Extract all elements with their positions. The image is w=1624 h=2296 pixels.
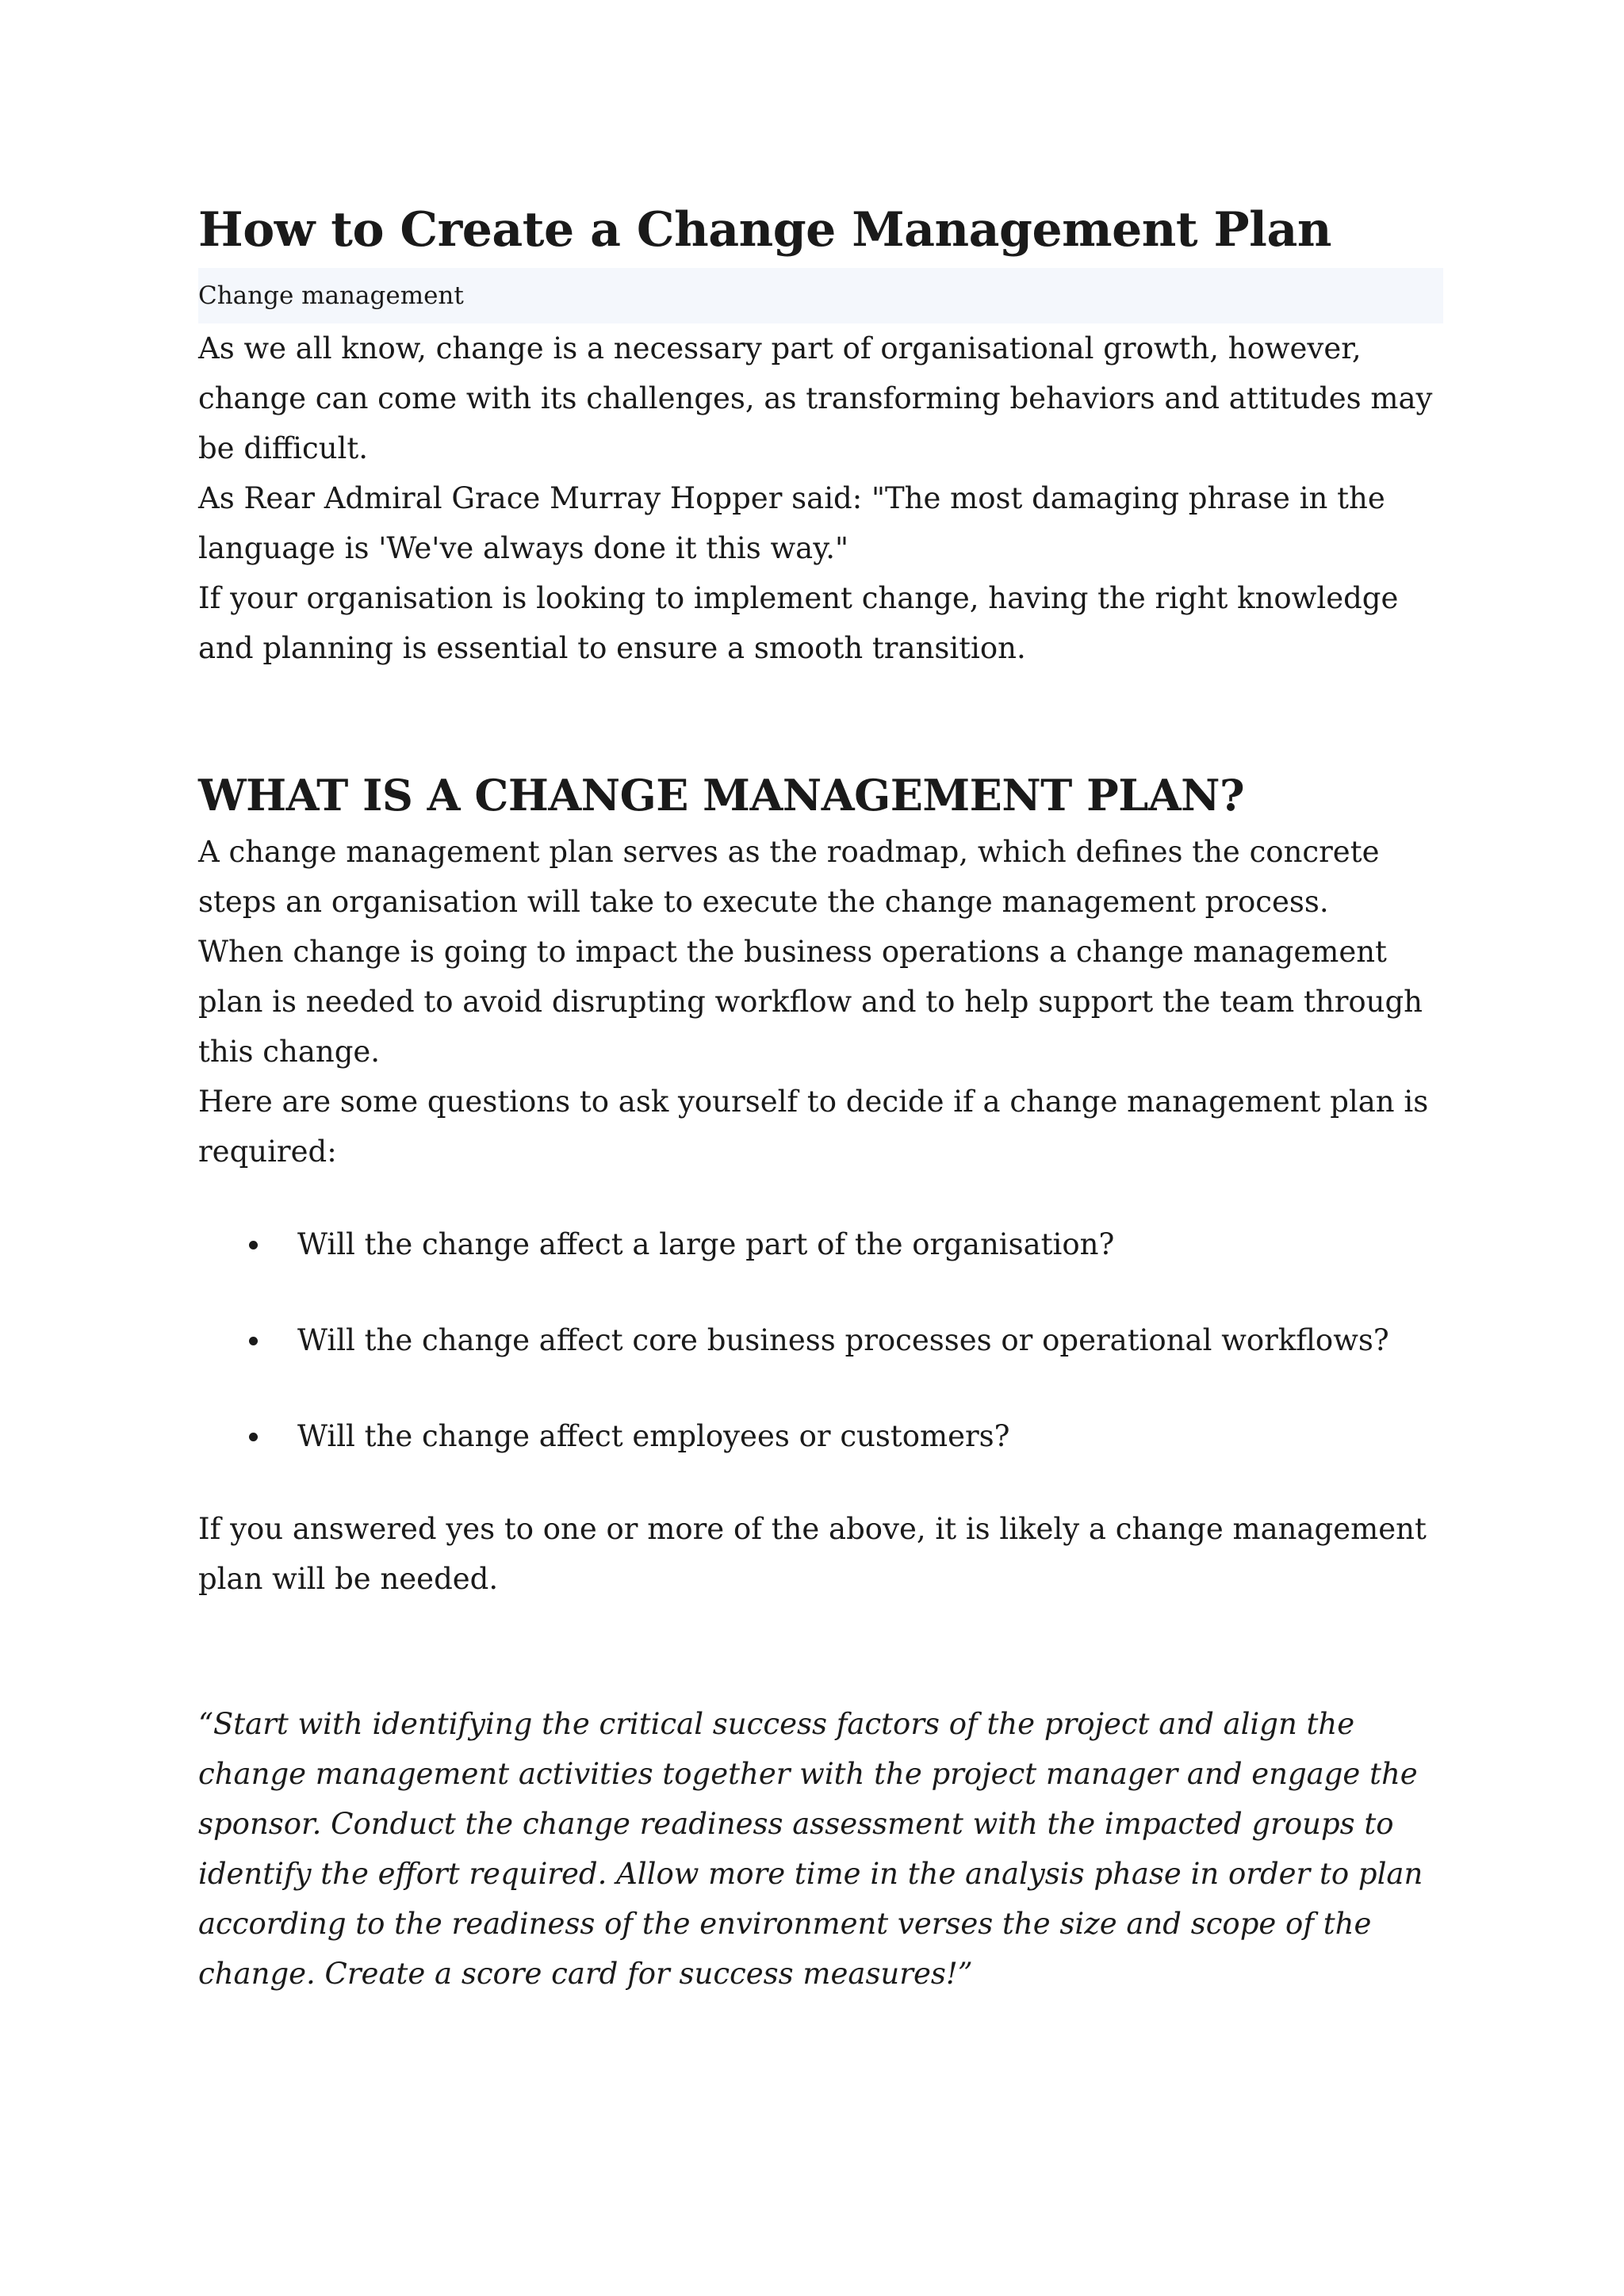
- document-content: [198, 197, 1443, 1999]
- list-item: [198, 1411, 1443, 1461]
- list-item: [198, 1315, 1443, 1365]
- category-label: Change management: [198, 281, 464, 310]
- intro-paragraph-3: If your organisation is looking to implement change, having the right knowledge and planning is essential to ensure a smooth transition.: [198, 581, 1399, 665]
- section-paragraph-3: Here are some questions to ask yourself to decide if a change management plan is required:: [198, 1085, 1429, 1169]
- bullet-icon: [249, 1337, 258, 1345]
- category-banner: [198, 268, 1443, 323]
- bullet-icon: [249, 1241, 258, 1249]
- page-title: How to Create a Change Management Plan: [198, 202, 1331, 258]
- question-text: Will the change affect a large part of the organisation?: [297, 1227, 1115, 1261]
- intro-paragraph-1: As we all know, change is a necessary part of organisational growth, however, change can come with its challenges, as transforming behaviors and attitudes may be difficult.: [198, 331, 1433, 465]
- intro-paragraph-2: As Rear Admiral Grace Murray Hopper said: "The most damaging phrase in the language is 'We've always done it this way.": [198, 481, 1385, 565]
- conclusion-paragraph: If you answered yes to one or more of the above, it is likely a change management plan will be needed.: [198, 1512, 1427, 1596]
- expert-quote: “Start with identifying the critical success factors of the project and align the change management activities together with the project manager and engage the sponsor. Conduct the change readiness assessment with the impacted groups to identify the effort required. Allow more time in the analysis phase in order to plan according to the readiness of the environment verses the size and scope of the change. Create a score card for success measures!”: [198, 1707, 1423, 1991]
- question-text: Will the change affect core business processes or operational workflows?: [297, 1323, 1389, 1357]
- section-heading: WHAT IS A CHANGE MANAGEMENT PLAN?: [198, 770, 1245, 821]
- list-item: [198, 1219, 1443, 1269]
- question-text: Will the change affect employees or customers?: [297, 1419, 1010, 1453]
- section-paragraph-2: When change is going to impact the business operations a change management plan is needed to avoid disrupting workflow and to help support the team through this change.: [198, 935, 1423, 1069]
- question-list: [198, 1219, 1443, 1461]
- bullet-icon: [249, 1433, 258, 1441]
- section-paragraph-1: A change management plan serves as the roadmap, which defines the concrete steps an organisation will take to execute the change management process.: [198, 835, 1380, 919]
